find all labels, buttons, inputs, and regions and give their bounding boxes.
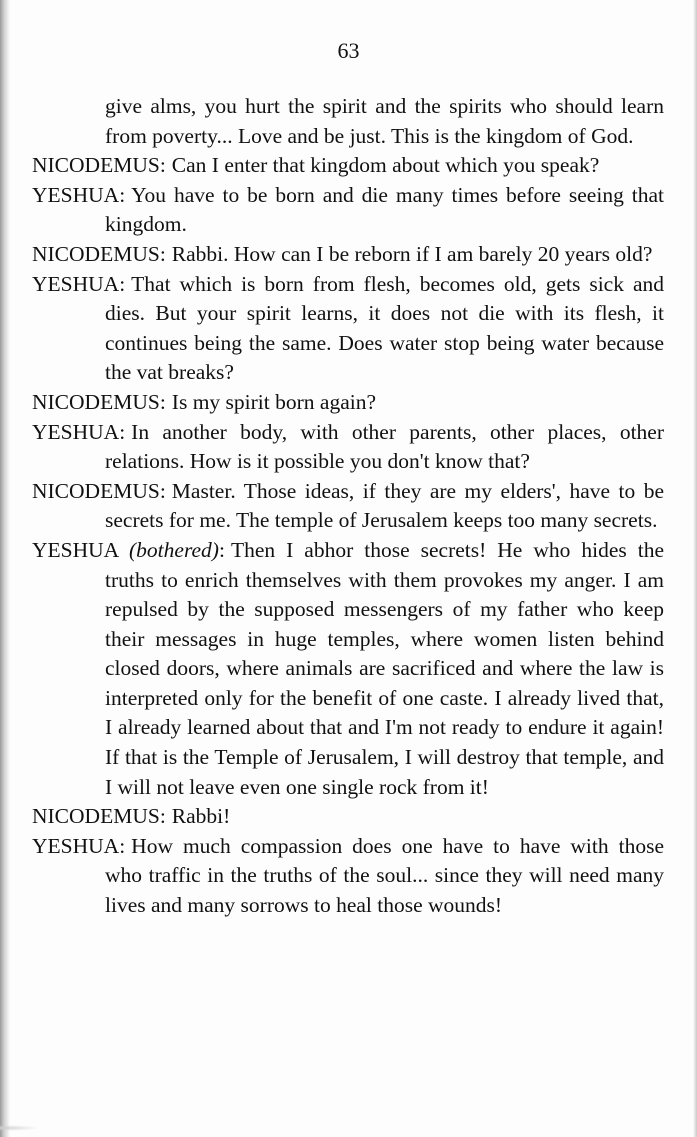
speaker-name: NICODEMUS: [32, 153, 166, 178]
speaker-name: YESHUA: [32, 833, 126, 858]
paragraph-text: You have to be born and die many times before seeing that kingdom. [105, 182, 664, 237]
dialogue-paragraph [32, 240, 664, 270]
dialogue-paragraph [32, 181, 664, 240]
speaker-name: YESHUA [32, 537, 119, 562]
paragraph-text: Rabbi. How can I be reborn if I am barely 20 years old? [171, 241, 653, 266]
speaker-name: YESHUA: [32, 182, 126, 207]
speaker-name: YESHUA: [32, 271, 126, 296]
speaker-name: YESHUA: [32, 419, 126, 444]
paragraph-text: Then I abhor those secrets! He who hides the truths to enrich themselves with them provokes my anger. I am repulsed by the supposed messengers of my father who keep their messages in huge temples, where women listen behind closed doors, where animals are sacrificed and where the law is interpreted only for the benefit of one caste. I already lived that, I already learned about that and I'm not ready to endure it again! If that is the Temple of Jerusalem, I will destroy that temple, and I will not leave even one single rock from it! [105, 537, 664, 799]
stage-direction: (bothered) [129, 537, 219, 562]
paragraph-text: give alms, you hurt the spirit and the spirits who should learn from poverty... Love and be just. This is the kingdom of God. [105, 94, 664, 148]
paragraph-text: Is my spirit born again? [171, 389, 377, 414]
paragraph-text: Can I enter that kingdom about which you speak? [171, 153, 600, 178]
dialogue-paragraph [32, 832, 664, 921]
dialogue-paragraph [32, 151, 664, 181]
spine-shadow [0, 0, 10, 1137]
speaker-name: NICODEMUS: [32, 804, 166, 829]
speaker-colon: : [218, 537, 225, 562]
speaker-name: NICODEMUS: [32, 241, 166, 266]
scan-smudge [0, 1125, 40, 1131]
dialogue-paragraph [32, 92, 664, 151]
page-edge-shadow [693, 0, 697, 1137]
dialogue-paragraph [32, 477, 664, 536]
dialogue-paragraph [32, 418, 664, 477]
paragraph-text: Master. Those ideas, if they are my elders', have to be secrets for me. The temple of Jerusalem keeps too many secrets. [105, 478, 664, 533]
dialogue-paragraph [32, 270, 664, 388]
dialogue-text [32, 92, 664, 921]
paragraph-text: That which is born from flesh, becomes old, gets sick and dies. But your spirit learns, it does not die with its flesh, it continues being the same. Does water stop being water because the vat breaks? [105, 271, 664, 385]
speaker-name: NICODEMUS: [32, 389, 166, 414]
dialogue-paragraph [32, 536, 664, 802]
paragraph-text: How much compassion does one have to have with those who traffic in the truths of the soul... since they will need many lives and many sorrows to heal those wounds! [105, 833, 664, 918]
paragraph-text: Rabbi! [171, 804, 231, 829]
speaker-name: NICODEMUS: [32, 478, 166, 503]
page-number: 63 [337, 38, 360, 63]
dialogue-paragraph [32, 802, 664, 832]
paragraph-text: In another body, with other parents, other places, other relations. How is it possible you don't know that? [105, 419, 664, 474]
dialogue-paragraph [32, 388, 664, 418]
